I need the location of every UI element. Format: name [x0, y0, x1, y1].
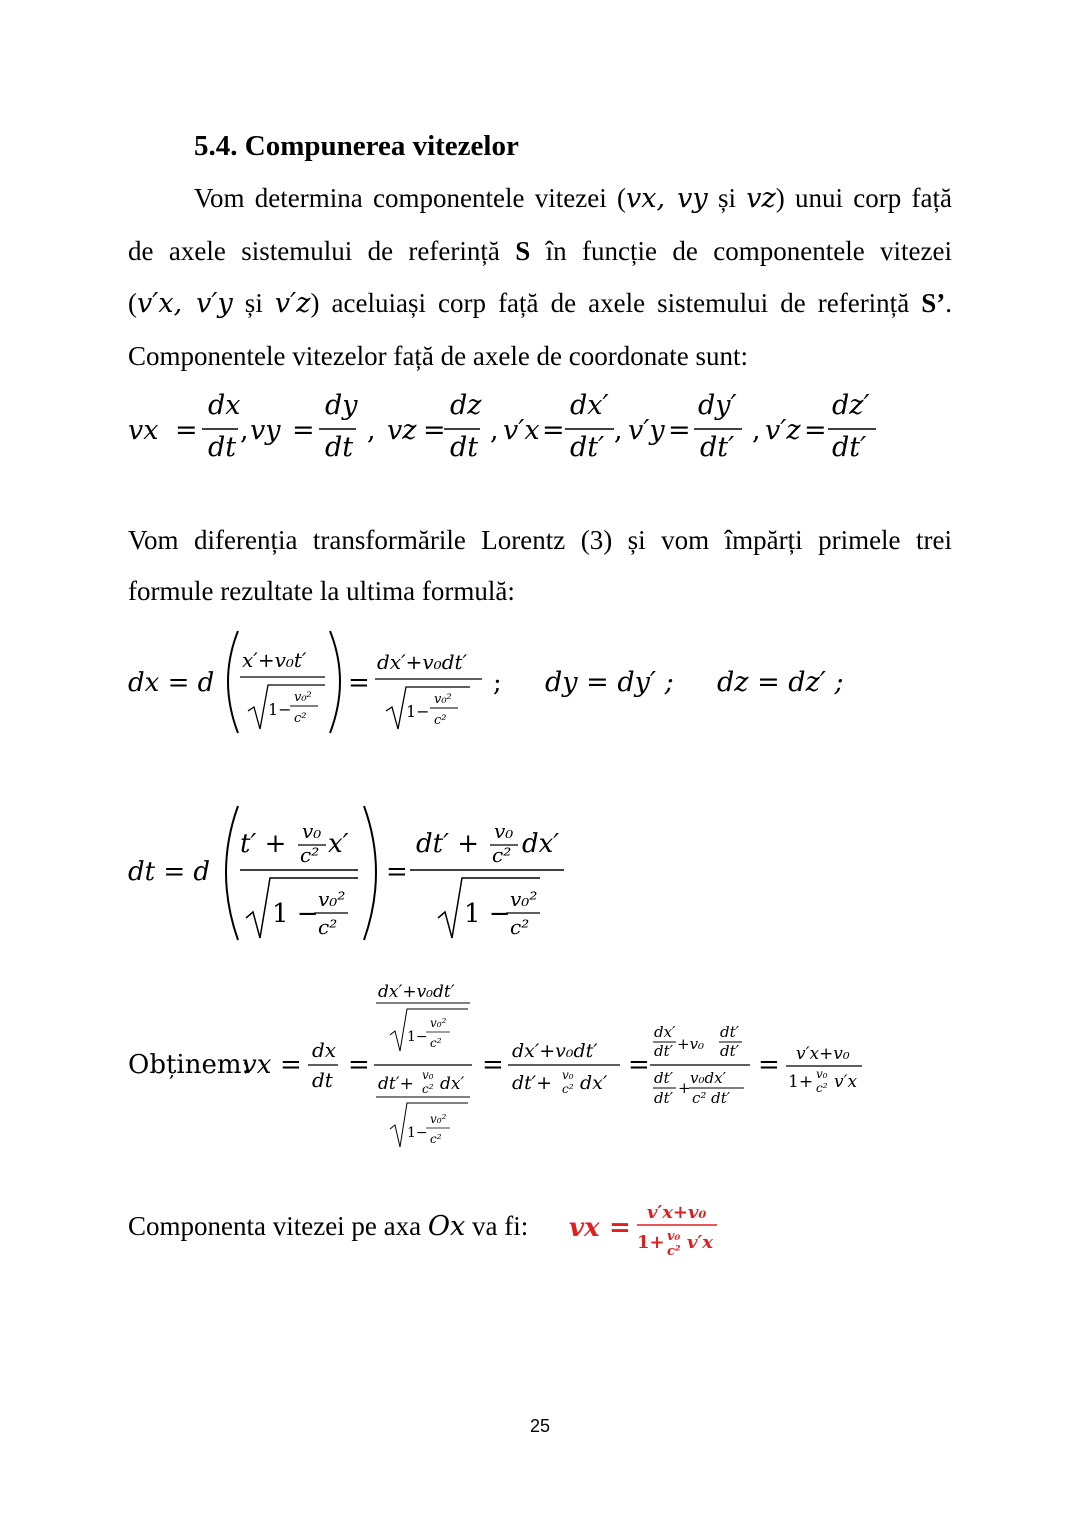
- dt-den: dt: [312, 1068, 333, 1092]
- def-vxp-den: dt′: [570, 432, 605, 463]
- sqrt-sign: [390, 1103, 468, 1147]
- compound-num: dx′+v₀dt′: [378, 982, 455, 1002]
- c2-symbol: c²: [422, 1082, 434, 1096]
- v0-symbol: v₀: [494, 819, 514, 843]
- c-squared: c²: [510, 915, 530, 939]
- def-vzp-num: dz′: [832, 390, 870, 421]
- equals-sign: =: [175, 415, 198, 446]
- dt-lhs: dt = d: [128, 857, 211, 887]
- def-vxp-num: dx′: [570, 390, 609, 421]
- sqrt-one-minus: 1−: [407, 1029, 428, 1045]
- v0-symbol: v₀: [816, 1067, 828, 1081]
- def-vx-den: dt: [208, 432, 237, 463]
- frame-s-prime: S’: [921, 288, 946, 318]
- conclusion-label: va fi:: [465, 1211, 529, 1241]
- plus: +: [678, 1079, 691, 1097]
- comma: ,: [614, 415, 623, 446]
- c-squared: c²: [294, 711, 307, 726]
- c2-symbol: c²: [492, 843, 512, 867]
- equals-sign: =: [348, 1050, 370, 1080]
- dy-equation: dy = dy′ ;: [545, 667, 674, 698]
- conclusion-text: [128, 1208, 548, 1245]
- v0-squared: v₀²: [318, 887, 346, 911]
- equals-sign: =: [348, 668, 370, 698]
- comma: ,: [490, 415, 499, 446]
- velocity-definitions-equation: [120, 386, 900, 466]
- section-title: 5.4. Compunerea vitezelor: [194, 130, 519, 162]
- conjunction: și: [707, 183, 747, 213]
- period: .: [945, 288, 952, 318]
- intro-text: ) unui corp față: [775, 183, 952, 213]
- def-vyp-den: dt′: [700, 432, 735, 463]
- page-number: 25: [529, 1416, 551, 1436]
- def-vzp-lhs: v′z: [765, 415, 801, 446]
- def-vxp-lhs: v′x: [503, 415, 540, 446]
- intro-text: în funcție de componentele vitezei: [530, 236, 953, 266]
- vx-symbol: vx: [242, 1050, 272, 1080]
- compound-den-b: dx′: [440, 1074, 465, 1094]
- def-vy-den: dt: [325, 432, 354, 463]
- sqrt-one-minus: 1−: [407, 1125, 428, 1141]
- final-den-b: v′x: [834, 1072, 858, 1092]
- step2-den-a: dt′+: [512, 1072, 553, 1094]
- def-vyp-num: dy′: [698, 390, 737, 421]
- equals-sign: =: [628, 1050, 650, 1080]
- final-den-a: 1+: [788, 1072, 814, 1092]
- final-den-b: v′x: [687, 1232, 713, 1253]
- c-squared: c²: [318, 915, 338, 939]
- v0-symbol: v₀: [422, 1068, 434, 1082]
- step2-den-b: dx′: [580, 1072, 608, 1094]
- c2-symbol: c²: [667, 1244, 681, 1259]
- sqrt-sign: [390, 1009, 468, 1051]
- intro-text: ) aceluiași corp față de axele sistemului de referință: [310, 288, 922, 318]
- v0-squared: v₀²: [510, 887, 538, 911]
- c-squared: c²: [434, 713, 447, 728]
- final-num: v′x+v₀: [796, 1044, 850, 1064]
- c2-symbol: c²: [300, 843, 320, 867]
- step2-num: dx′+v₀dt′: [512, 1040, 598, 1062]
- dt-num-b: x′: [328, 829, 349, 859]
- compound-den-a: dt′+: [378, 1074, 414, 1094]
- intro-line-4: Componentele vitezelor față de axele de coordonate sunt:: [128, 341, 748, 371]
- c2dtp: c² dt′: [692, 1089, 731, 1107]
- c2-symbol: c²: [816, 1081, 828, 1095]
- dx-equation: [120, 625, 880, 745]
- sqrt-one-minus: 1−: [406, 702, 430, 721]
- dtp: dt′: [654, 1089, 674, 1107]
- text2-line-1: Vom diferenția transformările Lorentz (3) și vom împărți primele trei: [128, 525, 952, 555]
- comma: ,: [240, 415, 249, 446]
- symbol-vx: vx: [625, 183, 657, 214]
- dx-lhs: dx = d: [128, 668, 215, 698]
- def-vz-den: dt: [450, 432, 479, 463]
- axis-ox: Ox: [427, 1211, 466, 1242]
- equals-sign: =: [609, 1213, 631, 1243]
- v0-symbol: v₀: [667, 1229, 681, 1244]
- symbol-vzp: v′z: [274, 288, 311, 319]
- equals-sign: =: [292, 415, 315, 446]
- frame-s: S: [515, 236, 531, 266]
- equals-sign: =: [542, 415, 565, 446]
- symbol-sep: ,: [656, 183, 678, 214]
- equals-sign: =: [280, 1050, 302, 1080]
- dt-rhs-num-b: dx′: [522, 829, 560, 859]
- sqrt-one-minus: 1−: [268, 700, 292, 719]
- def-vyp-lhs: v′y: [628, 415, 665, 446]
- v0-squared: v₀²: [430, 1112, 447, 1126]
- dz-equation: dz = dz′ ;: [717, 667, 844, 698]
- equals-sign: =: [482, 1050, 504, 1080]
- v0-squared: v₀²: [430, 1016, 447, 1030]
- symbol-vz: vz: [746, 183, 776, 214]
- v0-symbol: v₀: [302, 819, 322, 843]
- c-squared: c²: [430, 1036, 442, 1050]
- def-vy-lhs: vy: [250, 415, 281, 446]
- equals-sign: =: [386, 857, 408, 887]
- conclusion-label: Componenta vitezei pe axa: [128, 1211, 428, 1241]
- def-vx-lhs: vx: [128, 415, 159, 446]
- comma: ,: [367, 415, 376, 446]
- right-paren: [364, 806, 376, 940]
- symbol-vy: vy: [677, 183, 708, 214]
- semicolon: ;: [493, 668, 502, 698]
- intro-text: (: [128, 288, 137, 318]
- symbol-vxp: v′x: [137, 288, 174, 319]
- intro-line-3: [128, 285, 952, 322]
- intro-line-1: [194, 180, 952, 217]
- right-paren: [330, 631, 340, 733]
- def-vy-num: dy: [325, 390, 358, 421]
- def-vz-num: dz: [450, 390, 482, 421]
- c2-symbol: c²: [562, 1082, 574, 1096]
- conjunction: și: [232, 288, 275, 318]
- def-vx-num: dx: [208, 390, 241, 421]
- v0-squared: v₀²: [294, 690, 312, 705]
- equals-sign: =: [758, 1050, 780, 1080]
- v0-symbol: v₀: [562, 1068, 574, 1082]
- v0dxp: v₀dx′: [690, 1069, 726, 1087]
- intro-text: de axele sistemului de referință: [128, 236, 516, 266]
- comma: ,: [752, 415, 761, 446]
- v0-squared: v₀²: [434, 692, 452, 707]
- dtp: dt′: [720, 1023, 740, 1041]
- dx-num: dx: [312, 1038, 337, 1062]
- dtp: dt′: [720, 1042, 740, 1060]
- sqrt-one-minus: 1 −: [464, 899, 511, 929]
- final-result-equation: [565, 1190, 725, 1265]
- result-equation: [120, 975, 880, 1165]
- dx-rhs-num: dx′+v₀dt′: [377, 650, 468, 674]
- c-squared: c²: [430, 1132, 442, 1146]
- left-paren: [226, 806, 238, 940]
- symbol-vyp: v′y: [196, 288, 233, 319]
- equals-sign: =: [423, 415, 446, 446]
- def-vz-lhs: vz: [387, 415, 417, 446]
- sqrt-one-minus: 1 −: [272, 899, 319, 929]
- dtp: dt′: [654, 1042, 674, 1060]
- dx-inner-num: x′+v₀t′: [242, 648, 307, 672]
- dt-num-a: t′ +: [240, 829, 287, 859]
- dt-rhs-num-a: dt′ +: [416, 829, 480, 859]
- def-vzp-den: dt′: [832, 432, 867, 463]
- equals-sign: =: [804, 415, 827, 446]
- text2-line-2: formule rezultate la ultima formulă:: [128, 576, 515, 606]
- final-den-a: 1+: [637, 1232, 665, 1253]
- final-vx: vx: [569, 1213, 600, 1243]
- symbol-sep: ,: [173, 288, 197, 319]
- dt-equation: [120, 800, 600, 950]
- plus-v0: +v₀: [677, 1035, 705, 1053]
- dtp: dt′: [654, 1069, 674, 1087]
- obtinem-label: Obținem:: [128, 1050, 251, 1080]
- dxp: dx′: [654, 1023, 676, 1041]
- intro-line-2: [128, 233, 952, 269]
- left-paren: [228, 631, 238, 733]
- equals-sign: =: [668, 415, 691, 446]
- intro-text: Vom determina componentele vitezei (: [194, 183, 626, 213]
- final-num: v′x+v₀: [647, 1202, 707, 1223]
